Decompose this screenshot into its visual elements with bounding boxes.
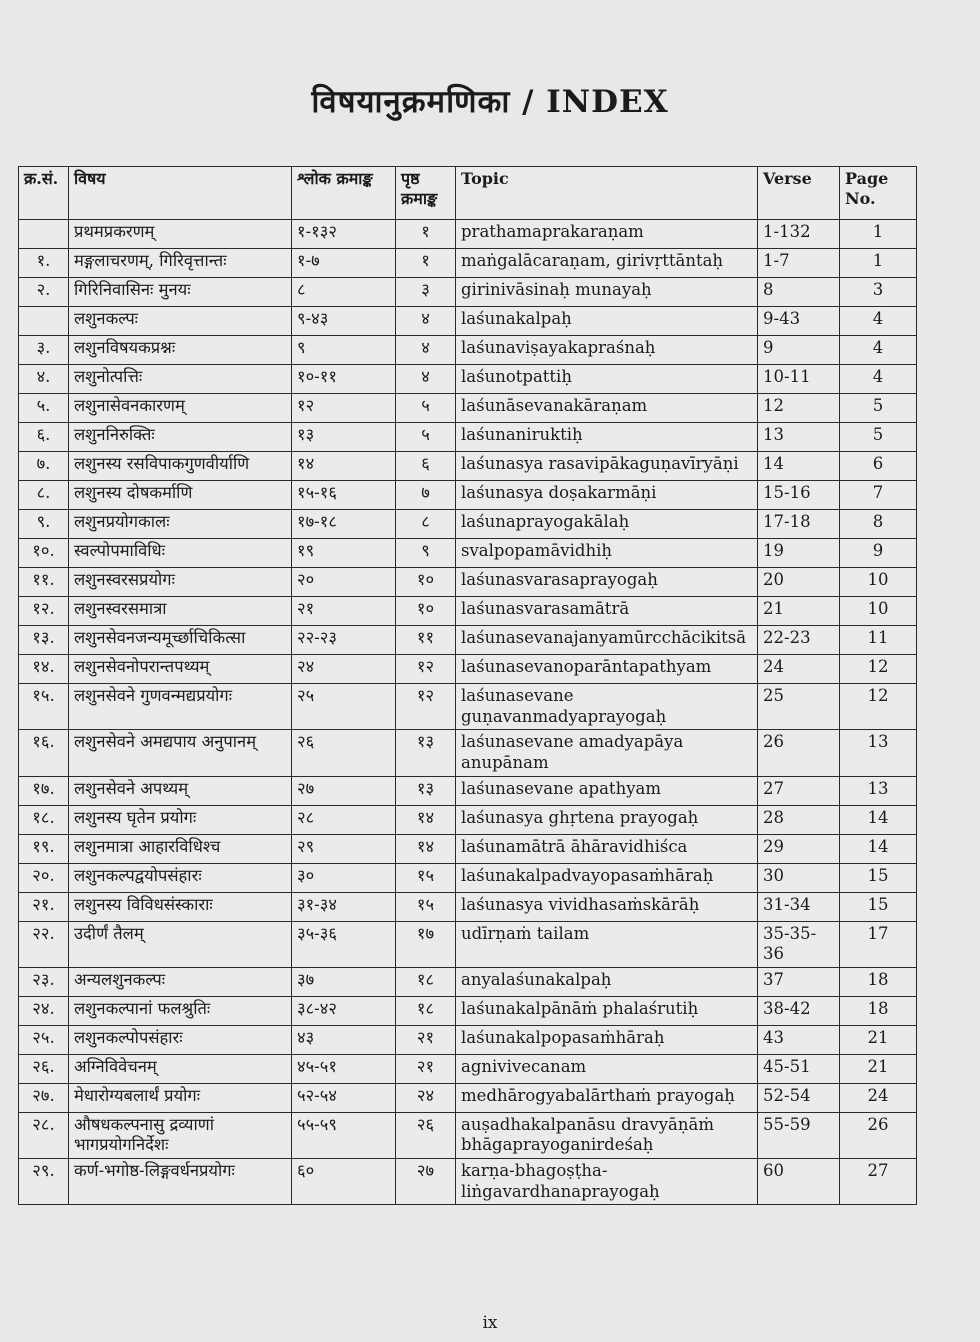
cell-page-hi: १५ bbox=[396, 892, 456, 921]
cell-topic: laśunasevane guṇavanmadyaprayogaḥ bbox=[456, 684, 758, 730]
cell-verse-hi: २६ bbox=[292, 730, 396, 776]
cell-verse: 35-35-36 bbox=[758, 921, 840, 967]
cell-page-no: 15 bbox=[840, 863, 917, 892]
cell-verse: 9 bbox=[758, 336, 840, 365]
cell-sn: २१. bbox=[19, 892, 69, 921]
cell-verse: 45-51 bbox=[758, 1054, 840, 1083]
cell-subject: लशुनस्य रसविपाकगुणवीर्याणि bbox=[69, 452, 292, 481]
cell-page-hi: ४ bbox=[396, 336, 456, 365]
cell-page-hi: १४ bbox=[396, 805, 456, 834]
cell-topic: laśunasevane amadyapāya anupānam bbox=[456, 730, 758, 776]
cell-subject: लशुनसेवने अपथ्यम् bbox=[69, 776, 292, 805]
cell-page-hi: ३ bbox=[396, 278, 456, 307]
table-row bbox=[19, 307, 917, 336]
cell-verse: 14 bbox=[758, 452, 840, 481]
cell-verse-hi: ९ bbox=[292, 336, 396, 365]
table-row bbox=[19, 394, 917, 423]
table-row bbox=[19, 1054, 917, 1083]
cell-topic: laśunasya vividhasaṁskārāḥ bbox=[456, 892, 758, 921]
cell-page-no: 17 bbox=[840, 921, 917, 967]
cell-verse: 22-23 bbox=[758, 626, 840, 655]
table-row bbox=[19, 892, 917, 921]
cell-verse: 9-43 bbox=[758, 307, 840, 336]
table-row bbox=[19, 834, 917, 863]
page-title: विषयानुक्रमणिका / INDEX bbox=[311, 84, 669, 120]
table-row bbox=[19, 863, 917, 892]
cell-subject: औषधकल्पनासु द्रव्याणां भागप्रयोगनिर्देशः bbox=[69, 1112, 292, 1158]
header-page-hi: पृष्ठ क्रमाङ्क bbox=[396, 167, 456, 220]
cell-sn bbox=[19, 220, 69, 249]
cell-verse: 37 bbox=[758, 967, 840, 996]
cell-topic: laśunasvarasaprayogaḥ bbox=[456, 568, 758, 597]
cell-verse-hi: ९-४३ bbox=[292, 307, 396, 336]
table-row bbox=[19, 1025, 917, 1054]
cell-verse-hi: १४ bbox=[292, 452, 396, 481]
cell-page-hi: ८ bbox=[396, 510, 456, 539]
cell-page-hi: १८ bbox=[396, 996, 456, 1025]
cell-sn: २८. bbox=[19, 1112, 69, 1158]
cell-subject: लशुनस्वरसप्रयोगः bbox=[69, 568, 292, 597]
cell-verse-hi: ६० bbox=[292, 1159, 396, 1205]
cell-subject: लशुननिरुक्तिः bbox=[69, 423, 292, 452]
cell-verse-hi: १-१३२ bbox=[292, 220, 396, 249]
cell-topic: laśunakalpadvayopasaṁhāraḥ bbox=[456, 863, 758, 892]
cell-verse-hi: ३७ bbox=[292, 967, 396, 996]
cell-page-no: 1 bbox=[840, 220, 917, 249]
cell-verse: 31-34 bbox=[758, 892, 840, 921]
cell-sn: १०. bbox=[19, 539, 69, 568]
cell-verse-hi: २७ bbox=[292, 776, 396, 805]
cell-sn: १९. bbox=[19, 834, 69, 863]
table-row bbox=[19, 1112, 917, 1158]
cell-sn: १६. bbox=[19, 730, 69, 776]
cell-sn: २५. bbox=[19, 1025, 69, 1054]
cell-subject: लशुनप्रयोगकालः bbox=[69, 510, 292, 539]
cell-verse: 27 bbox=[758, 776, 840, 805]
cell-sn: १३. bbox=[19, 626, 69, 655]
table-row bbox=[19, 220, 917, 249]
cell-page-hi: १५ bbox=[396, 863, 456, 892]
cell-topic: laśunaniruktiḥ bbox=[456, 423, 758, 452]
table-row bbox=[19, 510, 917, 539]
cell-subject: गिरिनिवासिनः मुनयः bbox=[69, 278, 292, 307]
cell-page-no: 10 bbox=[840, 568, 917, 597]
cell-page-no: 5 bbox=[840, 423, 917, 452]
cell-verse: 12 bbox=[758, 394, 840, 423]
cell-sn: ८. bbox=[19, 481, 69, 510]
cell-subject: लशुनस्य घृतेन प्रयोगः bbox=[69, 805, 292, 834]
cell-sn: १. bbox=[19, 249, 69, 278]
cell-page-hi: ७ bbox=[396, 481, 456, 510]
cell-verse-hi: १-७ bbox=[292, 249, 396, 278]
cell-sn: ११. bbox=[19, 568, 69, 597]
table-row bbox=[19, 805, 917, 834]
cell-sn: २७. bbox=[19, 1083, 69, 1112]
cell-verse: 28 bbox=[758, 805, 840, 834]
cell-page-hi: १ bbox=[396, 220, 456, 249]
table-row bbox=[19, 996, 917, 1025]
cell-verse: 26 bbox=[758, 730, 840, 776]
cell-verse-hi: ८ bbox=[292, 278, 396, 307]
cell-page-hi: २१ bbox=[396, 1054, 456, 1083]
table-row bbox=[19, 481, 917, 510]
cell-page-no: 3 bbox=[840, 278, 917, 307]
cell-page-no: 21 bbox=[840, 1025, 917, 1054]
cell-topic: laśunotpattiḥ bbox=[456, 365, 758, 394]
cell-subject: लशुनसेवनजन्यमूर्च्छाचिकित्सा bbox=[69, 626, 292, 655]
cell-page-no: 10 bbox=[840, 597, 917, 626]
cell-verse-hi: १५-१६ bbox=[292, 481, 396, 510]
cell-topic: medhārogyabalārthaṁ prayogaḥ bbox=[456, 1083, 758, 1112]
cell-verse-hi: ३५-३६ bbox=[292, 921, 396, 967]
cell-page-no: 12 bbox=[840, 655, 917, 684]
header-verse-hi: श्लोक क्रमाङ्क bbox=[292, 167, 396, 220]
cell-topic: laśunasevanoparāntapathyam bbox=[456, 655, 758, 684]
header-row bbox=[19, 167, 917, 220]
cell-page-no: 4 bbox=[840, 307, 917, 336]
cell-verse-hi: १३ bbox=[292, 423, 396, 452]
cell-subject: कर्ण-भगोष्ठ-लिङ्गवर्धनप्रयोगः bbox=[69, 1159, 292, 1205]
cell-page-hi: १० bbox=[396, 568, 456, 597]
cell-verse: 52-54 bbox=[758, 1083, 840, 1112]
cell-page-no: 11 bbox=[840, 626, 917, 655]
cell-verse: 60 bbox=[758, 1159, 840, 1205]
cell-topic: agnivivecanam bbox=[456, 1054, 758, 1083]
cell-subject: लशुनसेवने गुणवन्मद्यप्रयोगः bbox=[69, 684, 292, 730]
cell-topic: svalpopamāvidhiḥ bbox=[456, 539, 758, 568]
cell-page-hi: ५ bbox=[396, 423, 456, 452]
cell-page-hi: २१ bbox=[396, 1025, 456, 1054]
cell-page-no: 14 bbox=[840, 805, 917, 834]
cell-page-hi: २६ bbox=[396, 1112, 456, 1158]
cell-page-no: 15 bbox=[840, 892, 917, 921]
cell-verse: 1-7 bbox=[758, 249, 840, 278]
header-sn: क्र.सं. bbox=[19, 167, 69, 220]
table-row bbox=[19, 655, 917, 684]
cell-verse-hi: ३० bbox=[292, 863, 396, 892]
cell-topic: laśunaviṣayakapraśnaḥ bbox=[456, 336, 758, 365]
cell-page-no: 8 bbox=[840, 510, 917, 539]
table-row bbox=[19, 249, 917, 278]
header-page-no: Page No. bbox=[840, 167, 917, 220]
cell-topic: laśunasevanajanyamūrcchācikitsā bbox=[456, 626, 758, 655]
cell-page-hi: १२ bbox=[396, 655, 456, 684]
cell-page-hi: १७ bbox=[396, 921, 456, 967]
cell-subject: मेधारोग्यबलार्थं प्रयोगः bbox=[69, 1083, 292, 1112]
cell-topic: laśunāsevanakāraṇam bbox=[456, 394, 758, 423]
cell-page-hi: ६ bbox=[396, 452, 456, 481]
cell-subject: लशुनासेवनकारणम् bbox=[69, 394, 292, 423]
cell-verse-hi: ३८-४२ bbox=[292, 996, 396, 1025]
cell-topic: laśunamātrā āhāravidhiśca bbox=[456, 834, 758, 863]
cell-verse-hi: १०-११ bbox=[292, 365, 396, 394]
cell-subject: अन्यलशुनकल्पः bbox=[69, 967, 292, 996]
cell-sn bbox=[19, 307, 69, 336]
cell-topic: maṅgalācaraṇam, girivṛttāntaḥ bbox=[456, 249, 758, 278]
cell-sn: २४. bbox=[19, 996, 69, 1025]
cell-topic: karṇa-bhagoṣṭha-liṅgavardhanaprayogaḥ bbox=[456, 1159, 758, 1205]
cell-page-hi: १० bbox=[396, 597, 456, 626]
cell-verse-hi: २५ bbox=[292, 684, 396, 730]
cell-page-hi: १४ bbox=[396, 834, 456, 863]
cell-verse-hi: ४३ bbox=[292, 1025, 396, 1054]
header-topic: Topic bbox=[456, 167, 758, 220]
cell-page-no: 4 bbox=[840, 365, 917, 394]
table-row bbox=[19, 539, 917, 568]
cell-page-hi: १ bbox=[396, 249, 456, 278]
cell-subject: लशुनस्य दोषकर्माणि bbox=[69, 481, 292, 510]
cell-topic: laśunakalpaḥ bbox=[456, 307, 758, 336]
cell-sn: १२. bbox=[19, 597, 69, 626]
cell-page-hi: १३ bbox=[396, 776, 456, 805]
cell-subject: स्वल्पोपमाविधिः bbox=[69, 539, 292, 568]
cell-page-hi: १३ bbox=[396, 730, 456, 776]
cell-page-no: 5 bbox=[840, 394, 917, 423]
table-row bbox=[19, 1083, 917, 1112]
cell-verse: 1-132 bbox=[758, 220, 840, 249]
cell-page-hi: १८ bbox=[396, 967, 456, 996]
cell-verse-hi: ३१-३४ bbox=[292, 892, 396, 921]
cell-verse-hi: ४५-५१ bbox=[292, 1054, 396, 1083]
cell-verse: 55-59 bbox=[758, 1112, 840, 1158]
cell-verse: 19 bbox=[758, 539, 840, 568]
cell-page-hi: ५ bbox=[396, 394, 456, 423]
cell-page-hi: २४ bbox=[396, 1083, 456, 1112]
cell-topic: laśunasya ghṛtena prayogaḥ bbox=[456, 805, 758, 834]
cell-verse-hi: २९ bbox=[292, 834, 396, 863]
table-row bbox=[19, 365, 917, 394]
cell-sn: २२. bbox=[19, 921, 69, 967]
cell-subject: प्रथमप्रकरणम् bbox=[69, 220, 292, 249]
header-subject: विषय bbox=[69, 167, 292, 220]
cell-verse-hi: २४ bbox=[292, 655, 396, 684]
cell-page-no: 6 bbox=[840, 452, 917, 481]
cell-sn: १५. bbox=[19, 684, 69, 730]
cell-verse-hi: २१ bbox=[292, 597, 396, 626]
cell-sn: २. bbox=[19, 278, 69, 307]
cell-topic: udīrṇaṁ tailam bbox=[456, 921, 758, 967]
cell-verse: 21 bbox=[758, 597, 840, 626]
cell-page-hi: २७ bbox=[396, 1159, 456, 1205]
cell-topic: laśunasya rasavipākaguṇavīryāṇi bbox=[456, 452, 758, 481]
page-number: ix bbox=[482, 1313, 498, 1333]
cell-page-no: 1 bbox=[840, 249, 917, 278]
table-row bbox=[19, 626, 917, 655]
table-row bbox=[19, 684, 917, 730]
cell-page-hi: ९ bbox=[396, 539, 456, 568]
cell-verse: 13 bbox=[758, 423, 840, 452]
cell-subject: अग्निविवेचनम् bbox=[69, 1054, 292, 1083]
cell-verse: 15-16 bbox=[758, 481, 840, 510]
cell-sn: २०. bbox=[19, 863, 69, 892]
cell-sn: १४. bbox=[19, 655, 69, 684]
cell-subject: उदीर्णं तैलम् bbox=[69, 921, 292, 967]
cell-topic: laśunasevane apathyam bbox=[456, 776, 758, 805]
cell-verse: 29 bbox=[758, 834, 840, 863]
cell-subject: लशुनकल्पानां फलश्रुतिः bbox=[69, 996, 292, 1025]
cell-sn: ३. bbox=[19, 336, 69, 365]
cell-topic: laśunakalpopasaṁhāraḥ bbox=[456, 1025, 758, 1054]
cell-page-hi: ४ bbox=[396, 307, 456, 336]
cell-page-no: 14 bbox=[840, 834, 917, 863]
cell-page-no: 12 bbox=[840, 684, 917, 730]
cell-verse-hi: ५२-५४ bbox=[292, 1083, 396, 1112]
table-row bbox=[19, 452, 917, 481]
cell-page-no: 13 bbox=[840, 730, 917, 776]
table-row bbox=[19, 1159, 917, 1205]
table-row bbox=[19, 776, 917, 805]
cell-topic: auṣadhakalpanāsu dravyāṇāṁ bhāgaprayoganirdeśaḥ bbox=[456, 1112, 758, 1158]
table-row bbox=[19, 730, 917, 776]
cell-verse-hi: १७-१८ bbox=[292, 510, 396, 539]
cell-topic: anyalaśunakalpaḥ bbox=[456, 967, 758, 996]
cell-page-no: 13 bbox=[840, 776, 917, 805]
table-row bbox=[19, 336, 917, 365]
cell-sn: ४. bbox=[19, 365, 69, 394]
cell-subject: मङ्गलाचरणम्, गिरिवृत्तान्तः bbox=[69, 249, 292, 278]
header-verse: Verse bbox=[758, 167, 840, 220]
cell-verse: 20 bbox=[758, 568, 840, 597]
cell-page-hi: ११ bbox=[396, 626, 456, 655]
cell-subject: लशुनकल्पद्वयोपसंहारः bbox=[69, 863, 292, 892]
cell-verse-hi: २० bbox=[292, 568, 396, 597]
cell-sn: २३. bbox=[19, 967, 69, 996]
cell-verse: 10-11 bbox=[758, 365, 840, 394]
cell-subject: लशुनकल्पोपसंहारः bbox=[69, 1025, 292, 1054]
table-row bbox=[19, 921, 917, 967]
cell-page-no: 9 bbox=[840, 539, 917, 568]
cell-topic: girinivāsinaḥ munayaḥ bbox=[456, 278, 758, 307]
cell-subject: लशुनसेवने अमद्यपाय अनुपानम् bbox=[69, 730, 292, 776]
cell-verse: 30 bbox=[758, 863, 840, 892]
cell-topic: laśunasya doṣakarmāṇi bbox=[456, 481, 758, 510]
cell-topic: laśunaprayogakālaḥ bbox=[456, 510, 758, 539]
cell-page-no: 7 bbox=[840, 481, 917, 510]
cell-sn: ५. bbox=[19, 394, 69, 423]
cell-verse: 38-42 bbox=[758, 996, 840, 1025]
cell-verse-hi: ५५-५९ bbox=[292, 1112, 396, 1158]
cell-verse-hi: १९ bbox=[292, 539, 396, 568]
cell-topic: prathamaprakaraṇam bbox=[456, 220, 758, 249]
cell-subject: लशुनस्वरसमात्रा bbox=[69, 597, 292, 626]
index-table bbox=[18, 166, 917, 1205]
cell-verse: 43 bbox=[758, 1025, 840, 1054]
cell-verse: 17-18 bbox=[758, 510, 840, 539]
table-row bbox=[19, 423, 917, 452]
cell-subject: लशुनोत्पत्तिः bbox=[69, 365, 292, 394]
cell-page-no: 26 bbox=[840, 1112, 917, 1158]
cell-subject: लशुनकल्पः bbox=[69, 307, 292, 336]
cell-page-no: 18 bbox=[840, 996, 917, 1025]
table-row bbox=[19, 278, 917, 307]
cell-subject: लशुनसेवनोपरान्तपथ्यम् bbox=[69, 655, 292, 684]
cell-subject: लशुनस्य विविधसंस्काराः bbox=[69, 892, 292, 921]
cell-verse-hi: १२ bbox=[292, 394, 396, 423]
cell-sn: १८. bbox=[19, 805, 69, 834]
table-row bbox=[19, 967, 917, 996]
cell-sn: ९. bbox=[19, 510, 69, 539]
cell-verse: 24 bbox=[758, 655, 840, 684]
cell-sn: २९. bbox=[19, 1159, 69, 1205]
cell-page-hi: ४ bbox=[396, 365, 456, 394]
cell-topic: laśunasvarasamātrā bbox=[456, 597, 758, 626]
cell-verse: 8 bbox=[758, 278, 840, 307]
cell-page-no: 18 bbox=[840, 967, 917, 996]
cell-page-no: 24 bbox=[840, 1083, 917, 1112]
cell-page-no: 27 bbox=[840, 1159, 917, 1205]
cell-verse: 25 bbox=[758, 684, 840, 730]
cell-subject: लशुनमात्रा आहारविधिश्च bbox=[69, 834, 292, 863]
cell-page-no: 4 bbox=[840, 336, 917, 365]
cell-verse-hi: २२-२३ bbox=[292, 626, 396, 655]
table-row bbox=[19, 568, 917, 597]
table-row bbox=[19, 597, 917, 626]
cell-page-no: 21 bbox=[840, 1054, 917, 1083]
cell-sn: ७. bbox=[19, 452, 69, 481]
cell-subject: लशुनविषयकप्रश्नः bbox=[69, 336, 292, 365]
cell-topic: laśunakalpānāṁ phalaśrutiḥ bbox=[456, 996, 758, 1025]
cell-sn: २६. bbox=[19, 1054, 69, 1083]
cell-verse-hi: २८ bbox=[292, 805, 396, 834]
cell-page-hi: १२ bbox=[396, 684, 456, 730]
cell-sn: ६. bbox=[19, 423, 69, 452]
cell-sn: १७. bbox=[19, 776, 69, 805]
